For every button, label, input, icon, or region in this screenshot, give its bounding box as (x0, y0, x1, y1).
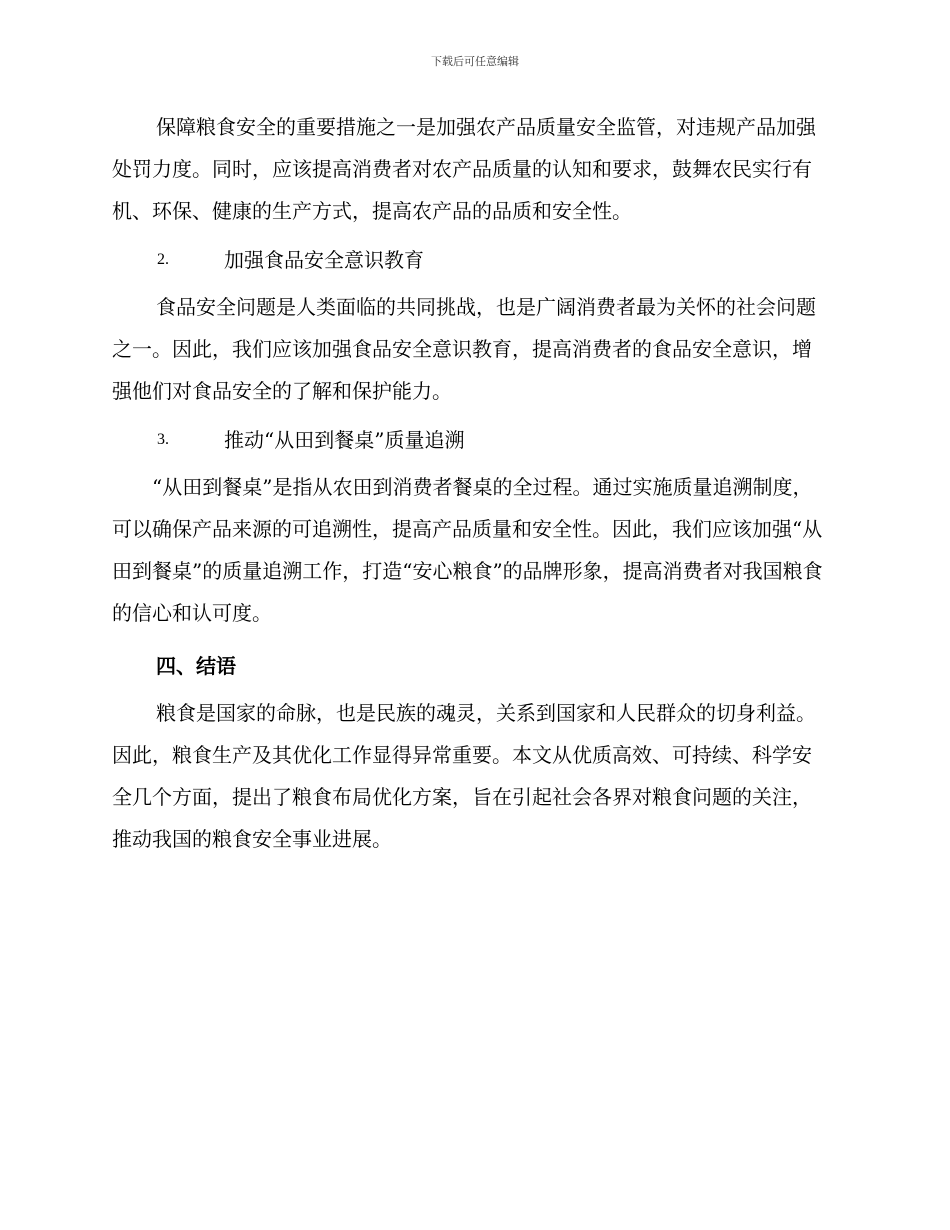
list-item-2 (112, 242, 830, 278)
paragraph-food-safety-education: 食品安全问题是人类面临的共同挑战，也是广阔消费者最为关怀的社会问题之一。因此，我们应该加强食品安全意识教育，提高消费者的食品安全意识，增强他们对食品安全的了解和保护能力。 (112, 295, 816, 403)
header-note: 下载后可任意编辑 (431, 55, 519, 68)
paragraph-traceability: “从田到餐桌”是指从农田到消费者餐桌的全过程。通过实施质量追溯制度，可以确保产品来源的可追溯性，提高产品质量和安全性。因此，我们应该加强“从田到餐桌”的质量追溯工作，打造“安心粮食”的品牌形象，提高消费者对我国粮食的信心和认可度。 (112, 475, 823, 625)
list-item-title: 加强食品安全意识教育 (224, 248, 424, 272)
paragraph-conclusion: 粮食是国家的命脉，也是民族的魂灵，关系到国家和人民群众的切身利益。因此，粮食生产及其优化工作显得异常重要。本文从优质高效、可持续、科学安全几个方面，提出了粮食布局优化方案，旨在引起社会各界对粮食问题的关注，推动我国的粮食安全事业进展。 (112, 701, 816, 851)
section-heading-conclusion: 四、结语 (156, 654, 236, 678)
list-item-3 (112, 422, 830, 458)
document-body (112, 106, 830, 860)
list-item-number: 3. (157, 431, 169, 448)
paragraph-quality-supervision: 保障粮食安全的重要措施之一是加强农产品质量安全监管，对违规产品加强处罚力度。同时，应该提高消费者对农产品质量的认知和要求，鼓舞农民实行有机、环保、健康的生产方式，提高农产品的品质和安全性。 (112, 115, 816, 223)
list-item-number: 2. (157, 251, 169, 268)
list-item-title: 推动“从田到餐桌”质量追溯 (224, 428, 465, 452)
